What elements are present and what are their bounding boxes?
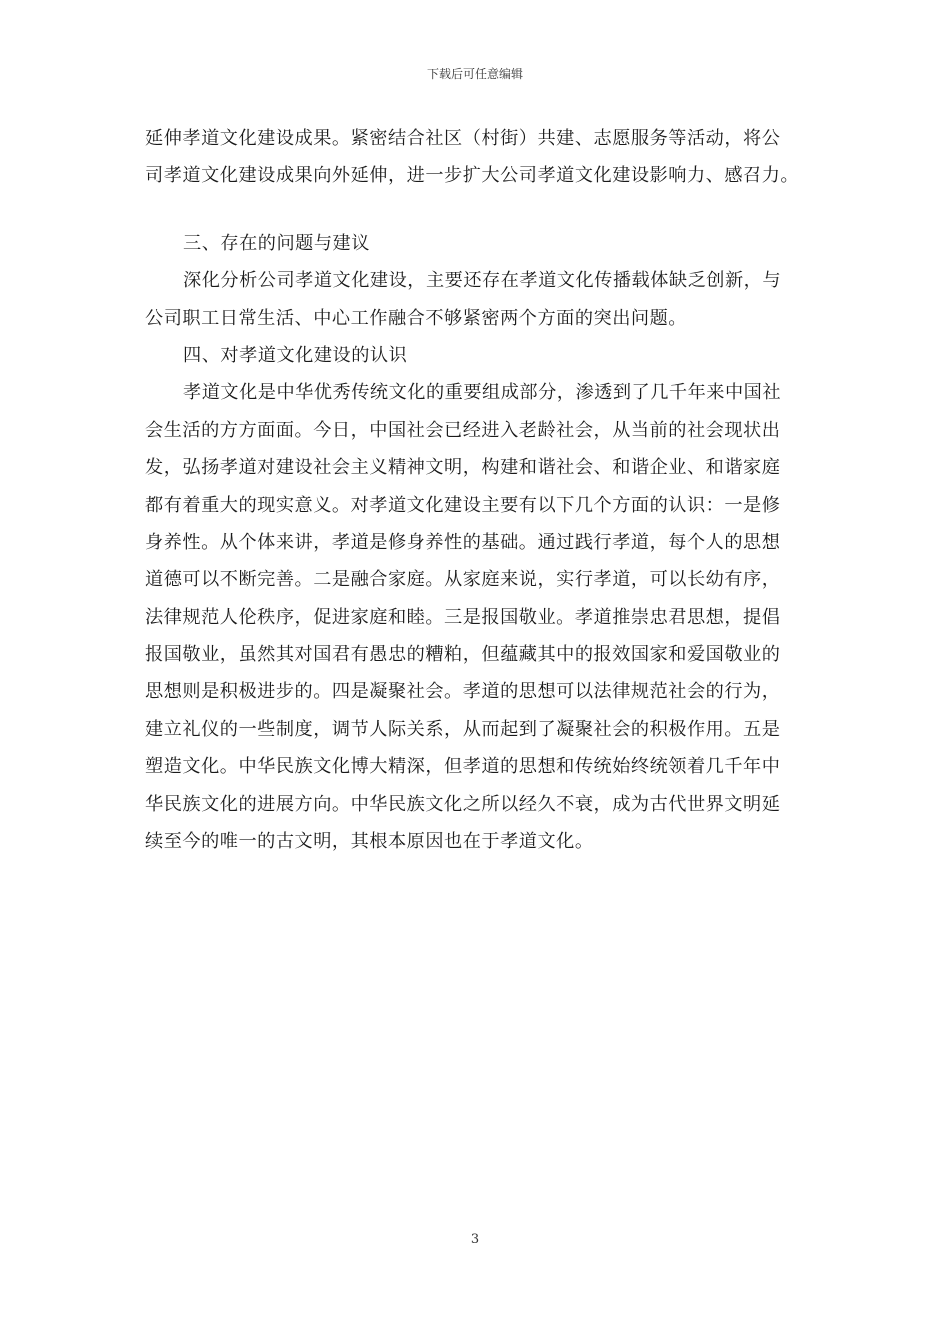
text-line: 身养性。从个体来讲，孝道是修身养性的基础。通过践行孝道，每个人的思想	[145, 531, 781, 553]
text-line: 会生活的方方面面。今日，中国社会已经进入老龄社会，从当前的社会现状出	[145, 419, 781, 441]
section-heading-problems: 三、存在的问题与建议	[183, 232, 370, 254]
section-heading-understanding: 四、对孝道文化建设的认识	[183, 344, 408, 366]
document-body	[145, 120, 807, 860]
text-line: 发，弘扬孝道对建设社会主义精神文明，构建和谐社会、和谐企业、和谐家庭	[145, 457, 781, 479]
paragraph-extend-results	[145, 120, 807, 195]
page-header: 下载后可任意编辑	[426, 67, 523, 81]
text-line: 公司职工日常生活、中心工作融合不够紧密两个方面的突出问题。	[145, 307, 687, 329]
text-line: 建立礼仪的一些制度，调节人际关系，从而起到了凝聚社会的积极作用。五是	[145, 718, 781, 740]
text-line: 都有着重大的现实意义。对孝道文化建设主要有以下几个方面的认识：一是修	[145, 494, 781, 516]
text-line: 司孝道文化建设成果向外延伸，进一步扩大公司孝道文化建设影响力、感召力。	[145, 165, 800, 187]
text-line: 道德可以不断完善。二是融合家庭。从家庭来说，实行孝道，可以长幼有序，	[145, 569, 781, 591]
page-number: 3	[470, 1232, 480, 1247]
text-line: 塑造文化。中华民族文化博大精深，但孝道的思想和传统始终统领着几千年中	[145, 756, 781, 778]
text-line: 华民族文化的进展方向。中华民族文化之所以经久不衰，成为古代世界文明延	[145, 793, 781, 815]
text-line: 报国敬业，虽然其对国君有愚忠的糟粕，但蕴藏其中的报效国家和爱国敬业的	[145, 644, 781, 666]
paragraph-understanding	[145, 374, 807, 860]
text-line: 思想则是积极进步的。四是凝聚社会。孝道的思想可以法律规范社会的行为，	[145, 681, 781, 703]
text-line: 孝道文化是中华优秀传统文化的重要组成部分，渗透到了几千年来中国社	[183, 382, 782, 404]
text-line: 续至今的唯一的古文明，其根本原因也在于孝道文化。	[145, 831, 594, 853]
paragraph-gap	[145, 195, 807, 225]
text-line: 延伸孝道文化建设成果。紧密结合社区（村街）共建、志愿服务等活动，将公	[145, 128, 781, 149]
text-line: 法律规范人伦秩序，促进家庭和睦。三是报国敬业。孝道推崇忠君思想，提倡	[145, 606, 781, 628]
text-line: 深化分析公司孝道文化建设，主要还存在孝道文化传播载体缺乏创新，与	[183, 270, 782, 292]
paragraph-problems	[145, 262, 807, 337]
